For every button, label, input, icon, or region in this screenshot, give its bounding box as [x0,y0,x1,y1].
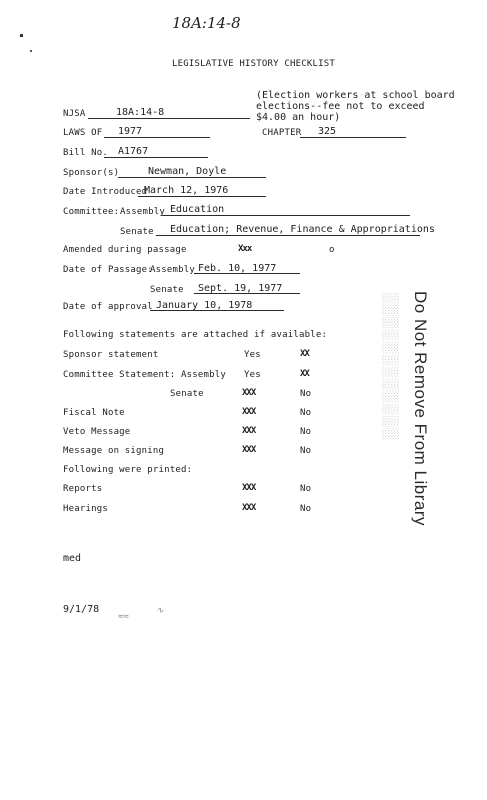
committee-senate-underline [156,235,420,236]
statement-label: Sponsor statement [63,350,159,360]
approval-underline [150,310,284,311]
handwritten-statute-number: 18A:14-8 [172,14,241,32]
stamp-ghost-text: ░░░░░░░░░░░░ [382,292,399,441]
passage-assembly-label: Assembly [150,265,195,275]
do-not-remove-stamp: Do Not Remove From Library [411,291,430,527]
statements-intro: Following statements are attached if available: [63,330,328,340]
laws-label: LAWS OF [63,128,103,138]
statement-no: No [300,408,312,418]
sponsor-value: Newman, Doyle [148,166,227,177]
passage-assembly-value: Feb. 10, 1977 [198,263,277,274]
passage-assembly-underline [194,273,300,274]
printed-intro: Following were printed: [63,465,193,475]
printed-no: No [300,484,312,494]
scan-speck [30,50,32,52]
footer-scribble: ≈≈ [118,612,129,622]
committee-senate-label: Senate [120,227,154,237]
passage-senate-underline [194,293,300,294]
approval-label: Date of approval [63,302,153,312]
date-passage-label: Date of Passage: [63,265,153,275]
statement-yes: XXX [242,407,256,417]
statement-no: XX [300,349,309,359]
chapter-value: 325 [318,126,337,137]
passage-senate-value: Sept. 19, 1977 [198,283,283,294]
statement-no: No [300,427,312,437]
date-introduced-value: March 12, 1976 [144,185,229,196]
statement-label: Veto Message [63,427,131,437]
statement-no: No [300,446,312,456]
date-introduced-label: Date Introduced [63,187,148,197]
date-introduced-underline [138,196,266,197]
statement-label: Committee Statement: Assembly [63,370,226,380]
bill-value: A1767 [118,146,149,157]
njsa-value: 18A:14-8 [116,107,165,118]
bill-label: Bill No. [63,148,108,158]
committee-senate-value: Education; Revenue, Finance & Appropriations [170,224,435,235]
committee-assembly-label: Assembly [120,207,165,217]
printed-label: Reports [63,484,103,494]
initials: med [63,553,82,564]
printed-no: No [300,504,312,514]
page-title: LEGISLATIVE HISTORY CHECKLIST [172,59,335,69]
statement-yes: Yes [244,350,261,360]
committee-label: Committee: [63,207,120,217]
statement-yes: XXX [242,388,256,398]
statement-yes: XXX [242,426,256,436]
sponsor-underline [118,177,266,178]
statement-label: Message on signing [63,446,165,456]
chapter-label: CHAPTER [262,128,302,138]
approval-value: January 10, 1978 [156,300,253,311]
statement-yes: Yes [244,370,261,380]
statement-no: No [300,389,312,399]
laws-underline [104,137,210,138]
sponsor-label: Sponsor(s) [63,168,120,178]
printed-label: Hearings [63,504,108,514]
passage-senate-label: Senate [150,285,184,295]
amended-struck-mark: Xxx [238,244,252,254]
laws-value: 1977 [118,126,143,137]
statement-no: XX [300,369,309,379]
amended-no: o [329,245,335,255]
footer-date: 9/1/78 [63,604,100,615]
footer-scribble: ∿ [156,606,164,616]
statement-label: Fiscal Note [63,408,125,418]
scan-speck [20,34,23,37]
committee-assembly-value: Education [170,204,225,215]
bill-description-line-2: elections--fee not to exceed [256,101,425,112]
printed-yes: XXX [242,503,256,513]
statement-yes: XXX [242,445,256,455]
printed-yes: XXX [242,483,256,493]
committee-assembly-underline [162,215,410,216]
bill-underline [104,157,208,158]
chapter-underline [300,137,406,138]
bill-description-line-3: $4.00 an hour) [256,112,341,123]
statement-label: Senate [170,389,204,399]
njsa-label: NJSA [63,109,86,119]
amended-label: Amended during passage [63,245,187,255]
bill-description-line-1: (Election workers at school board [256,90,455,101]
njsa-underline [88,118,250,119]
